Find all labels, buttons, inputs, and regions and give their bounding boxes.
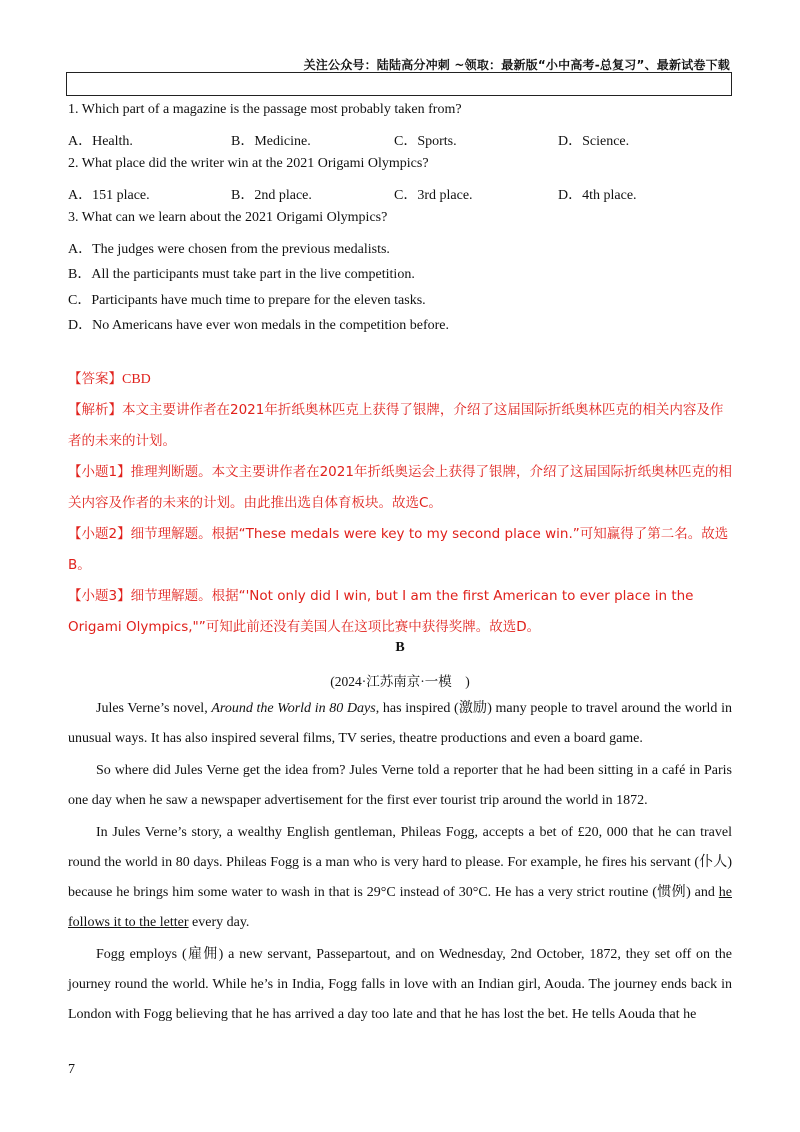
q1-option-d: D．Science.	[558, 134, 630, 149]
q1-option-a: A．Health.	[68, 134, 133, 149]
answer-value: CBD	[122, 372, 151, 387]
analysis-line	[68, 395, 732, 457]
answer-line	[68, 364, 732, 395]
question-3-stem: 3. What can we learn about the 2021 Origami Olympics?	[68, 210, 388, 225]
section-title: B	[395, 640, 405, 655]
p1-text-a: Jules Verne’s novel,	[96, 701, 212, 716]
q2-option-d: D．4th place.	[558, 188, 637, 203]
underlined-phrase: he follows it to the letter	[68, 885, 732, 930]
page-number: 7	[68, 1062, 75, 1077]
sub-answer-3-text: 细节理解题。根据“'Not only did I win, but I am the first American to ever place in the Origami Olympics,"”可知此前还没有美国人在这项比赛中获得奖牌。故选D。	[68, 588, 694, 635]
page-header: 关注公众号：陆陆高分冲刺 ~领取：最新版“小中高考-总复习”、最新试卷下载	[303, 58, 730, 72]
sub-answer-1	[68, 457, 732, 519]
analysis-text: 本文主要讲作者在2021年折纸奥林匹克上获得了银牌，介绍了这届国际折纸奥林匹克的相关内容及作者的未来的计划。	[68, 402, 724, 449]
section-source: (2024·江苏南京·一模 )	[330, 674, 470, 689]
q3-option-c: C．Participants have much time to prepare for the eleven tasks.	[68, 293, 426, 308]
q2-option-a: A．151 place.	[68, 188, 150, 203]
sub-answer-3	[68, 581, 732, 643]
q2-option-c: C．3rd place.	[394, 188, 473, 203]
p3-text-b: every day.	[188, 915, 250, 930]
q1-option-c: C．Sports.	[394, 134, 457, 149]
q3-option-b: B．All the participants must take part in the live competition.	[68, 267, 415, 282]
passage-paragraph-1	[68, 694, 732, 754]
q3-option-a: A．The judges were chosen from the previous medalists.	[68, 242, 390, 257]
answer-label: 【答案】	[68, 371, 122, 387]
answer-block	[68, 364, 732, 643]
q3-option-d: D．No Americans have ever won medals in the competition before.	[68, 318, 449, 333]
sub-answer-1-label: 【小题1】	[68, 464, 131, 480]
sub-answer-1-text: 推理判断题。本文主要讲作者在2021年折纸奥运会上获得了银牌，介绍了这届国际折纸奥林匹克的相关内容及作者的未来的计划。由此推出选自体育板块。故选C。	[68, 464, 732, 511]
passage-paragraph-2: So where did Jules Verne get the idea from? Jules Verne told a reporter that he had been sitting in a café in Paris one day when he saw a newspaper advertisement for the first ever tourist trip around the world in 1872.	[68, 763, 732, 808]
q1-option-b: B．Medicine.	[231, 134, 311, 149]
sub-answer-2-label: 【小题2】	[68, 526, 131, 542]
blank-answer-box	[66, 72, 732, 96]
p3-text-a: In Jules Verne’s story, a wealthy English gentleman, Phileas Fogg, accepts a bet of £20, 000 that he can travel round the world in 80 days. Phileas Fogg is a man who is very hard to please. For example, he fires his servant (仆人) because he brings him some water to wash in that is 29°C instead of 30°C. He has a very strict routine (惯例) and	[68, 825, 732, 900]
p1-text-b: , has inspired (激励) many people to travel around the world in unusual ways. It has also inspired several films, TV series, theatre productions and even a board game.	[68, 701, 732, 746]
question-1-stem: 1. Which part of a magazine is the passage most probably taken from?	[68, 102, 462, 117]
sub-answer-2-text: 细节理解题。根据“These medals were key to my second place win.”可知赢得了第二名。故选B。	[68, 526, 729, 573]
sub-answer-2	[68, 519, 732, 581]
passage-paragraph-3	[68, 818, 732, 938]
passage-paragraph-4: Fogg employs (雇佣) a new servant, Passepartout, and on Wednesday, 2nd October, 1872, they set off on the journey round the world. While he’s in India, Fogg falls in love with an Indian girl, Aouda. The journey ends back in London with Fogg believing that he has arrived a day too late and that he has lost the bet. He tells Aouda that he	[68, 947, 732, 1022]
novel-title: Around the World in 80 Days	[211, 701, 376, 716]
sub-answer-3-label: 【小题3】	[68, 588, 131, 604]
analysis-label: 【解析】	[68, 402, 122, 418]
question-2-stem: 2. What place did the writer win at the 2021 Origami Olympics?	[68, 156, 429, 171]
q2-option-b: B．2nd place.	[231, 188, 312, 203]
